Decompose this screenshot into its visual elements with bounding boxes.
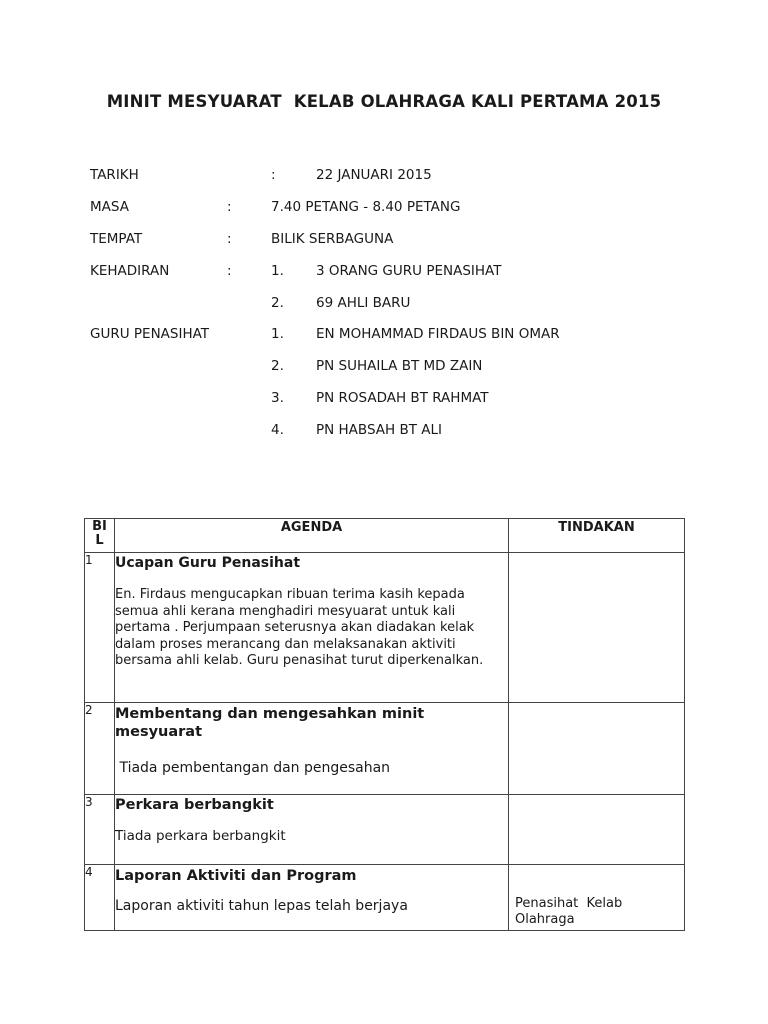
guru-item-num: 2. [271,358,284,374]
masa-colon: : [227,199,232,215]
row-number: 1 [85,553,115,703]
table-row [85,553,685,703]
masa-label: MASA [90,199,129,215]
tindakan-cell [509,703,685,795]
agenda-heading: Membentang dan mengesahkan minit mesyuarat [115,706,425,740]
agenda-body: Laporan aktiviti tahun lepas telah berjaya [115,898,408,914]
agenda-body: En. Firdaus mengucapkan ribuan terima kasih kepada semua ahli kerana menghadiri mesyuarat untuk kali pertama . Perjumpaan seterusnya akan diadakan kelak dalam proses merancang dan melaksanakan aktiviti bersama ahli kelab. Guru penasihat turut diperkenalkan. [115,587,484,668]
tarikh-colon: : [271,167,276,183]
kehadiran-label: KEHADIRAN [90,263,170,279]
meeting-info [0,0,768,450]
agenda-heading: Laporan Aktiviti dan Program [115,868,357,884]
tindakan-cell [509,553,685,703]
agenda-cell [115,703,509,795]
agenda-cell [115,865,509,931]
header-bil-line2: L [95,533,104,548]
kehadiran-item-text: 3 ORANG GURU PENASIHAT [316,263,502,279]
row-number: 3 [85,795,115,865]
row-number: 4 [85,865,115,931]
kehadiran-item-text: 69 AHLI BARU [316,295,411,311]
tempat-label: TEMPAT [90,231,143,247]
guru-item-num: 3. [271,390,284,406]
guru-penasihat-label: GURU PENASIHAT [90,326,210,342]
kehadiran-item-num: 2. [271,295,284,311]
header-bil-line1: BI [92,519,107,534]
guru-item-text: PN HABSAH BT ALI [316,422,442,438]
tempat-value: BILIK SERBAGUNA [271,231,394,247]
agenda-heading: Perkara berbangkit [115,797,274,813]
agenda-table [84,518,685,931]
agenda-cell [115,553,509,703]
guru-item-text: EN MOHAMMAD FIRDAUS BIN OMAR [316,326,560,342]
table-row [85,703,685,795]
table-row [85,795,685,865]
tempat-colon: : [227,231,232,247]
guru-item-num: 4. [271,422,284,438]
agenda-cell [115,795,509,865]
tindakan-cell [509,795,685,865]
kehadiran-colon: : [227,263,232,279]
row-number: 2 [85,703,115,795]
agenda-body: Tiada pembentangan dan pengesahan [115,760,391,776]
masa-value: 7.40 PETANG - 8.40 PETANG [271,199,461,215]
agenda-body: Tiada perkara berbangkit [115,828,286,844]
agenda-heading: Ucapan Guru Penasihat [115,555,301,571]
guru-item-num: 1. [271,326,284,342]
header-agenda: AGENDA [115,519,509,553]
tarikh-label: TARIKH [90,167,139,183]
table-row [85,865,685,931]
kehadiran-item-num: 1. [271,263,284,279]
guru-item-text: PN ROSADAH BT RAHMAT [316,390,489,406]
header-tindakan: TINDAKAN [509,519,685,553]
tindakan-cell [509,865,685,931]
header-bil [85,519,115,553]
document-title: MINIT MESYUARAT KELAB OLAHRAGA KALI PERTAMA 2015 [106,92,662,111]
tindakan-text: Penasihat Kelab Olahraga [515,896,627,927]
table-header-row [85,519,685,553]
guru-item-text: PN SUHAILA BT MD ZAIN [316,358,483,374]
tarikh-value: 22 JANUARI 2015 [316,167,432,183]
